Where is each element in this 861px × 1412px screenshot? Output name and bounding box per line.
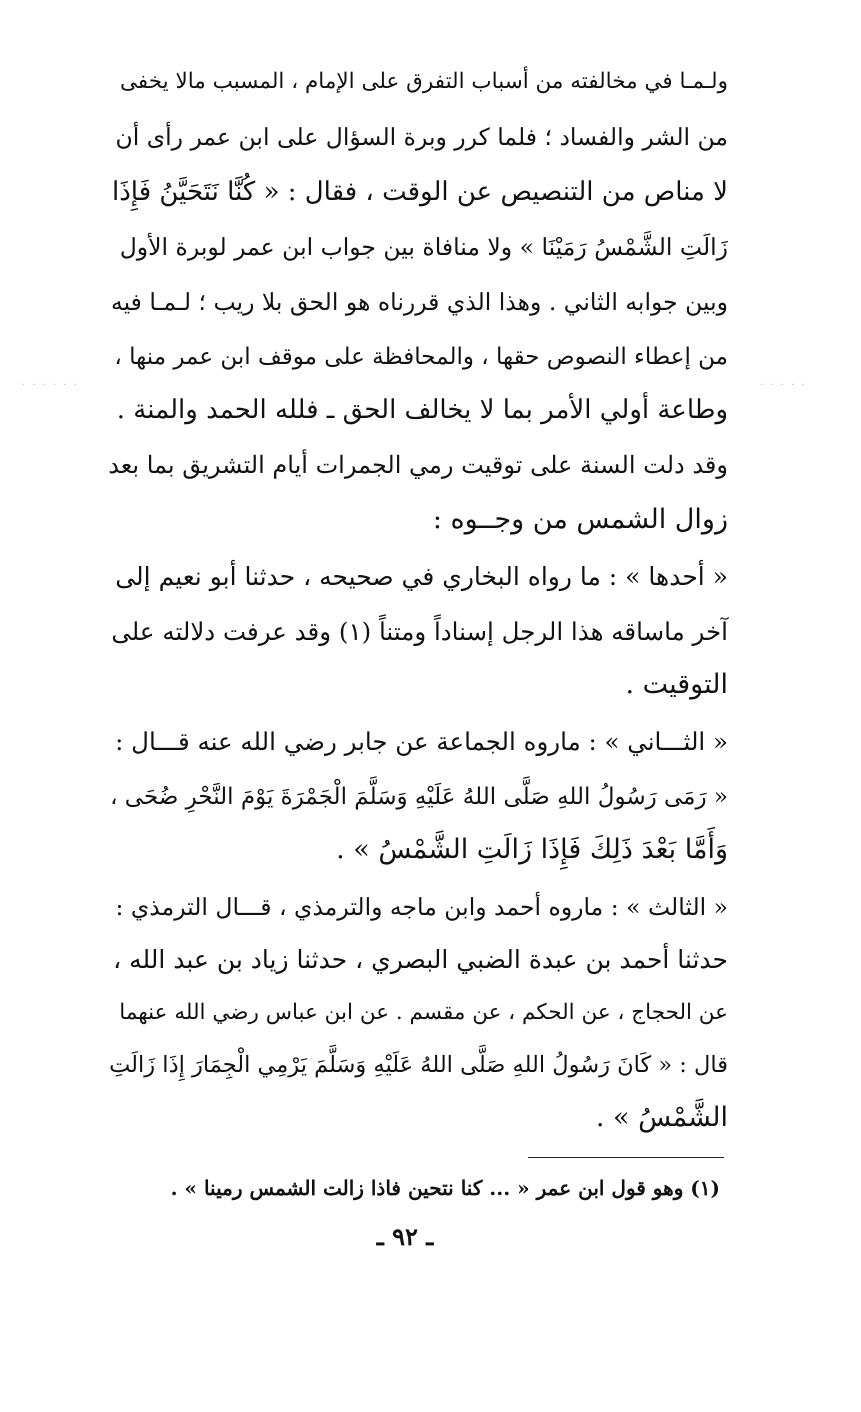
- page-number: ـ ٩٢ ـ: [376, 1222, 434, 1251]
- text-line: وبين جوابه الثاني . وهذا الذي قررناه هو الحق بلا ريب ؛ لـمـا فيه: [110, 288, 728, 316]
- text-line: « الثـــاني » : ماروه الجماعة عن جابر رضي الله عنه قـــال :: [115, 727, 728, 756]
- text-line: من الشر والفساد ؛ فلما كرر وبرة السؤال على ابن عمر رأى أن: [115, 123, 728, 151]
- hadith-line: الشَّمْسُ » .: [595, 1102, 728, 1133]
- text-line: من إعطاء النصوص حقها ، والمحافظة على موقف ابن عمر منها ،: [114, 344, 728, 370]
- text-line: التوقيت .: [625, 669, 728, 700]
- text-line: زوال الشمس من وجــوه :: [432, 504, 728, 535]
- text-line: زَالَتِ الشَّمْسُ رَمَيْنَا » ولا منافاة بين جواب ابن عمر لوبرة الأول: [119, 233, 728, 261]
- scan-speck: · · · · ·: [760, 380, 807, 391]
- text-line: « الثالث » : ماروه أحمد وابن ماجه والترمذي ، قـــال الترمذي :: [115, 893, 728, 921]
- text-line: « أحدها » : ما رواه البخاري في صحيحه ، حدثنا أبو نعيم إلى: [115, 562, 728, 591]
- scan-speck: · · · · · ·: [22, 380, 79, 391]
- text-line: لا مناص من التنصيص عن الوقت ، فقال : « كُنَّا نَتَحَيَّنُ فَإِذَا: [111, 177, 728, 207]
- footnote-separator: [528, 1157, 724, 1158]
- text-line: عن الحجاج ، عن الحكم ، عن مقسم . عن ابن عباس رضي الله عنهما: [119, 1000, 728, 1025]
- text-line: آخر ماساقه هذا الرجل إسناداً ومتناً (١) وقد عرفت دلالته على: [111, 617, 728, 646]
- footnote: (١) وهو قول ابن عمر « ... كنا نتحين فاذا زالت الشمس رمينا » .: [170, 1176, 720, 1200]
- hadith-line: وَأَمَّا بَعْدَ ذَلِكَ فَإِذَا زَالَتِ الشَّمْسُ » .: [336, 834, 728, 865]
- hadith-line: « رَمَى رَسُولُ اللهِ صَلَّى اللهُ عَلَيْهِ وَسَلَّمَ الْجَمْرَةَ يَوْمَ النَّحْرِ ضُحَى ،: [110, 784, 728, 810]
- text-line: حدثنا أحمد بن عبدة الضبي البصري ، حدثنا زياد بن عبد الله ،: [113, 945, 728, 974]
- hadith-line: قال : « كَانَ رَسُولُ اللهِ صَلَّى اللهُ عَلَيْهِ وَسَلَّمَ يَرْمِي الْجِمَارَ إِذَا زَالَتِ: [109, 1052, 728, 1078]
- text-line: وقد دلت السنة على توقيت رمي الجمرات أيام التشريق بما بعد: [108, 451, 728, 479]
- text-line: وطاعة أولي الأمر بما لا يخالف الحق ـ فلله الحمد والمنة .: [116, 395, 728, 425]
- text-line: ولـمـا في مخالفته من أسباب التفرق على الإمام ، المسبب مالا يخفى: [120, 69, 728, 94]
